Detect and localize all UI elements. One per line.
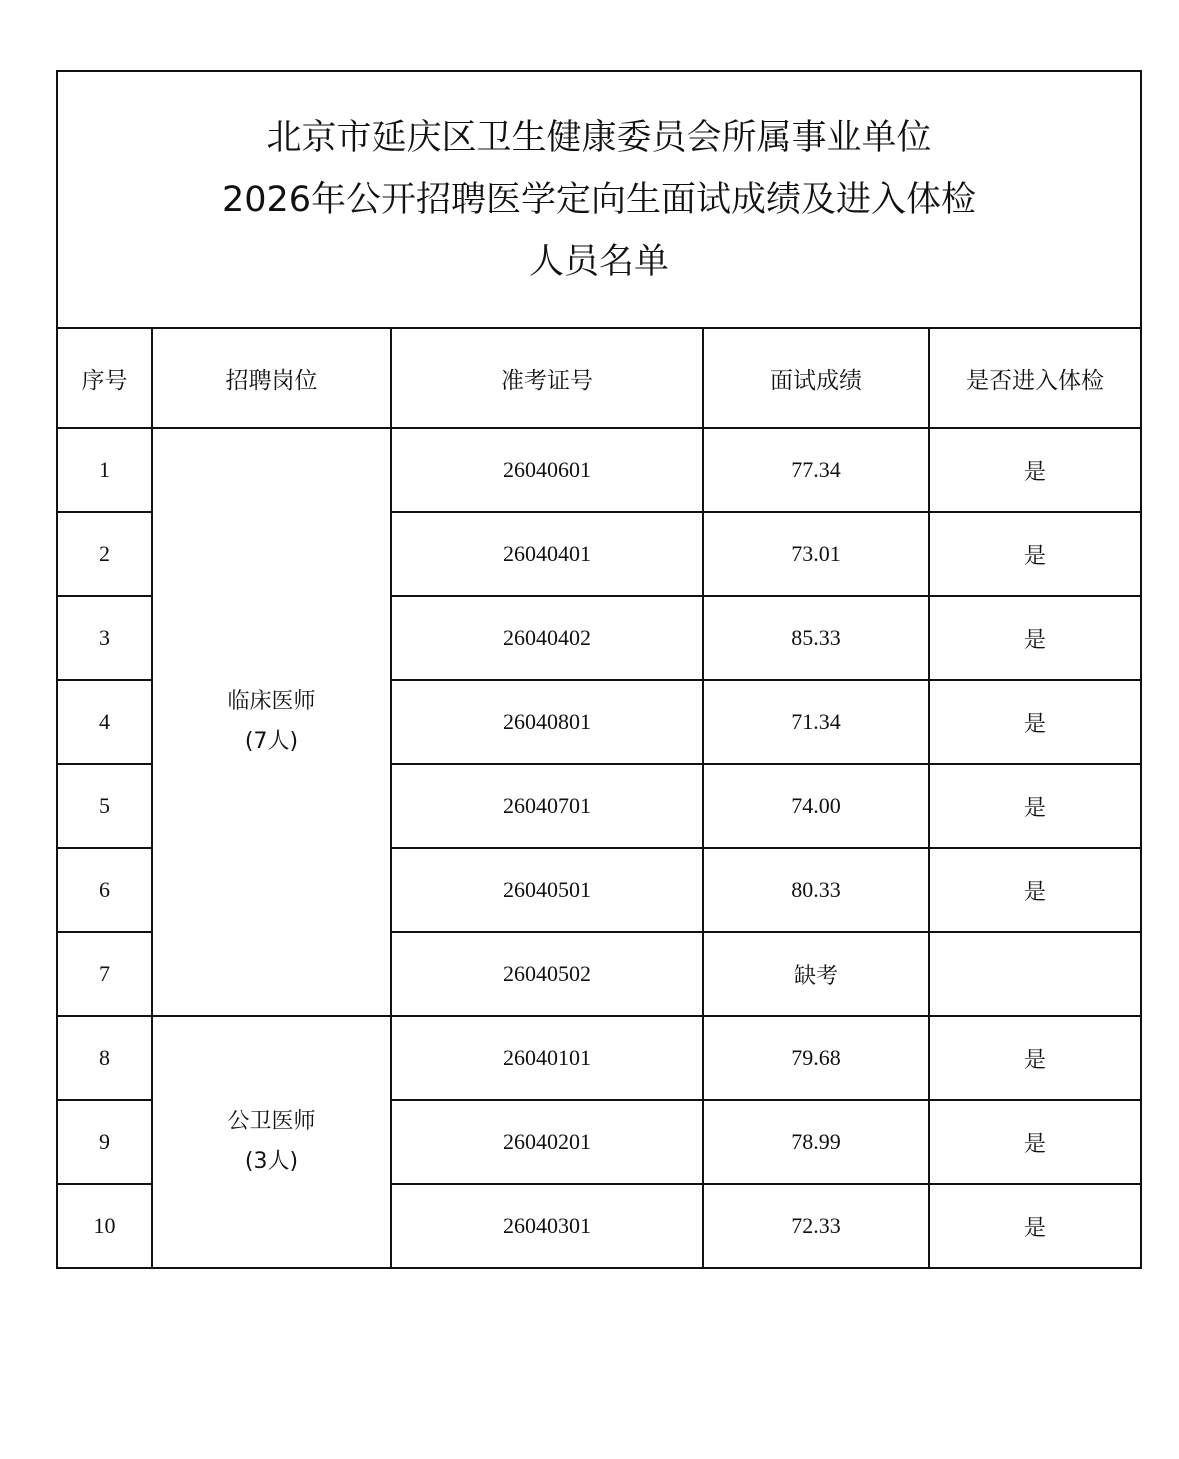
row-physical: 是 — [929, 1184, 1141, 1268]
row-exam-id: 26040601 — [391, 428, 703, 512]
title-line-2: 2026年公开招聘医学定向生面试成绩及进入体检 — [221, 179, 977, 220]
title-line-3: 人员名单 — [529, 241, 670, 282]
row-exam-id: 26040402 — [391, 596, 703, 680]
row-seq: 2 — [57, 512, 152, 596]
title-row — [57, 71, 1141, 328]
row-physical: 是 — [929, 428, 1141, 512]
post-count: (7人) — [244, 729, 299, 754]
post-count: (3人) — [244, 1149, 299, 1174]
row-physical: 是 — [929, 512, 1141, 596]
row-seq: 8 — [57, 1016, 152, 1100]
row-seq: 1 — [57, 428, 152, 512]
row-physical: 是 — [929, 1100, 1141, 1184]
row-seq: 3 — [57, 596, 152, 680]
table-row — [57, 428, 1141, 512]
row-physical: 是 — [929, 680, 1141, 764]
row-exam-id: 26040701 — [391, 764, 703, 848]
table-row — [57, 1016, 1141, 1100]
row-score: 78.99 — [703, 1100, 929, 1184]
header-post: 招聘岗位 — [152, 328, 391, 428]
row-score: 77.34 — [703, 428, 929, 512]
row-physical — [929, 932, 1141, 1016]
row-exam-id: 26040502 — [391, 932, 703, 1016]
row-exam-id: 26040301 — [391, 1184, 703, 1268]
row-physical: 是 — [929, 764, 1141, 848]
row-exam-id: 26040801 — [391, 680, 703, 764]
row-seq: 10 — [57, 1184, 152, 1268]
row-physical: 是 — [929, 596, 1141, 680]
row-score: 73.01 — [703, 512, 929, 596]
row-exam-id: 26040101 — [391, 1016, 703, 1100]
row-exam-id: 26040201 — [391, 1100, 703, 1184]
header-seq: 序号 — [57, 328, 152, 428]
row-exam-id: 26040401 — [391, 512, 703, 596]
header-row — [57, 328, 1141, 428]
row-physical: 是 — [929, 848, 1141, 932]
row-score: 79.68 — [703, 1016, 929, 1100]
row-score: 80.33 — [703, 848, 929, 932]
row-score: 72.33 — [703, 1184, 929, 1268]
title-line-1: 北京市延庆区卫生健康委员会所属事业单位 — [266, 117, 932, 158]
row-score: 74.00 — [703, 764, 929, 848]
row-score: 85.33 — [703, 596, 929, 680]
results-table — [56, 70, 1142, 1269]
header-physical: 是否进入体检 — [929, 328, 1141, 428]
post-group-clinical — [152, 428, 391, 1016]
row-score: 缺考 — [703, 932, 929, 1016]
row-seq: 5 — [57, 764, 152, 848]
row-seq: 7 — [57, 932, 152, 1016]
row-seq: 4 — [57, 680, 152, 764]
row-seq: 6 — [57, 848, 152, 932]
post-group-public-health — [152, 1016, 391, 1268]
header-exam-id: 准考证号 — [391, 328, 703, 428]
header-score: 面试成绩 — [703, 328, 929, 428]
row-score: 71.34 — [703, 680, 929, 764]
row-seq: 9 — [57, 1100, 152, 1184]
row-physical: 是 — [929, 1016, 1141, 1100]
row-exam-id: 26040501 — [391, 848, 703, 932]
document-title — [57, 71, 1141, 328]
post-name: 临床医师 — [227, 689, 316, 714]
post-name: 公卫医师 — [227, 1109, 316, 1134]
